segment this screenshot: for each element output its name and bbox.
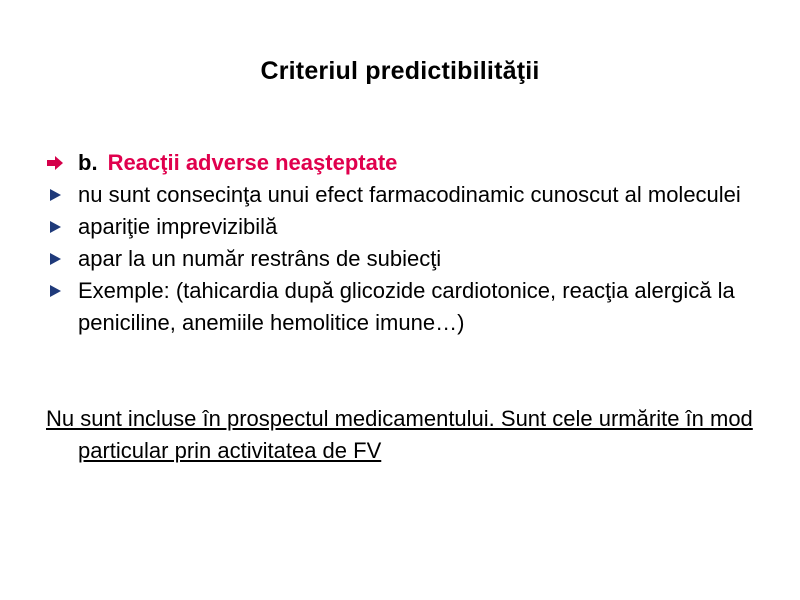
slide-title: Criteriul predictibilităţii bbox=[260, 57, 540, 85]
triangle-bullet-icon bbox=[46, 252, 64, 266]
list-item-text: apariţie imprevizibilă bbox=[78, 214, 278, 239]
list-item-text: nu sunt consecinţa unui efect farmacodinamic cunoscut al moleculei bbox=[78, 182, 741, 207]
list-item bbox=[46, 179, 766, 211]
list-item bbox=[46, 243, 766, 275]
heading-prefix: b. bbox=[78, 150, 98, 175]
list-item bbox=[46, 211, 766, 243]
triangle-bullet-icon bbox=[46, 284, 64, 298]
heading-bullet bbox=[46, 147, 766, 179]
heading-highlight: Reacţii adverse neaşteptate bbox=[107, 150, 398, 175]
list-item bbox=[46, 275, 766, 339]
arrow-bullet-icon bbox=[46, 156, 64, 170]
bullet-list bbox=[46, 147, 766, 339]
list-item-text: apar la un număr restrâns de subiecţi bbox=[78, 246, 442, 271]
triangle-bullet-icon bbox=[46, 188, 64, 202]
list-item-text: Exemple: (tahicardia după glicozide cardiotonice, reacţia alergică la peniciline, anemiile hemolitice imune…) bbox=[78, 278, 735, 335]
footer-note: Nu sunt incluse în prospectul medicamentului. Sunt cele urmărite în mod particular prin activitatea de FV bbox=[46, 406, 753, 463]
triangle-bullet-icon bbox=[46, 220, 64, 234]
